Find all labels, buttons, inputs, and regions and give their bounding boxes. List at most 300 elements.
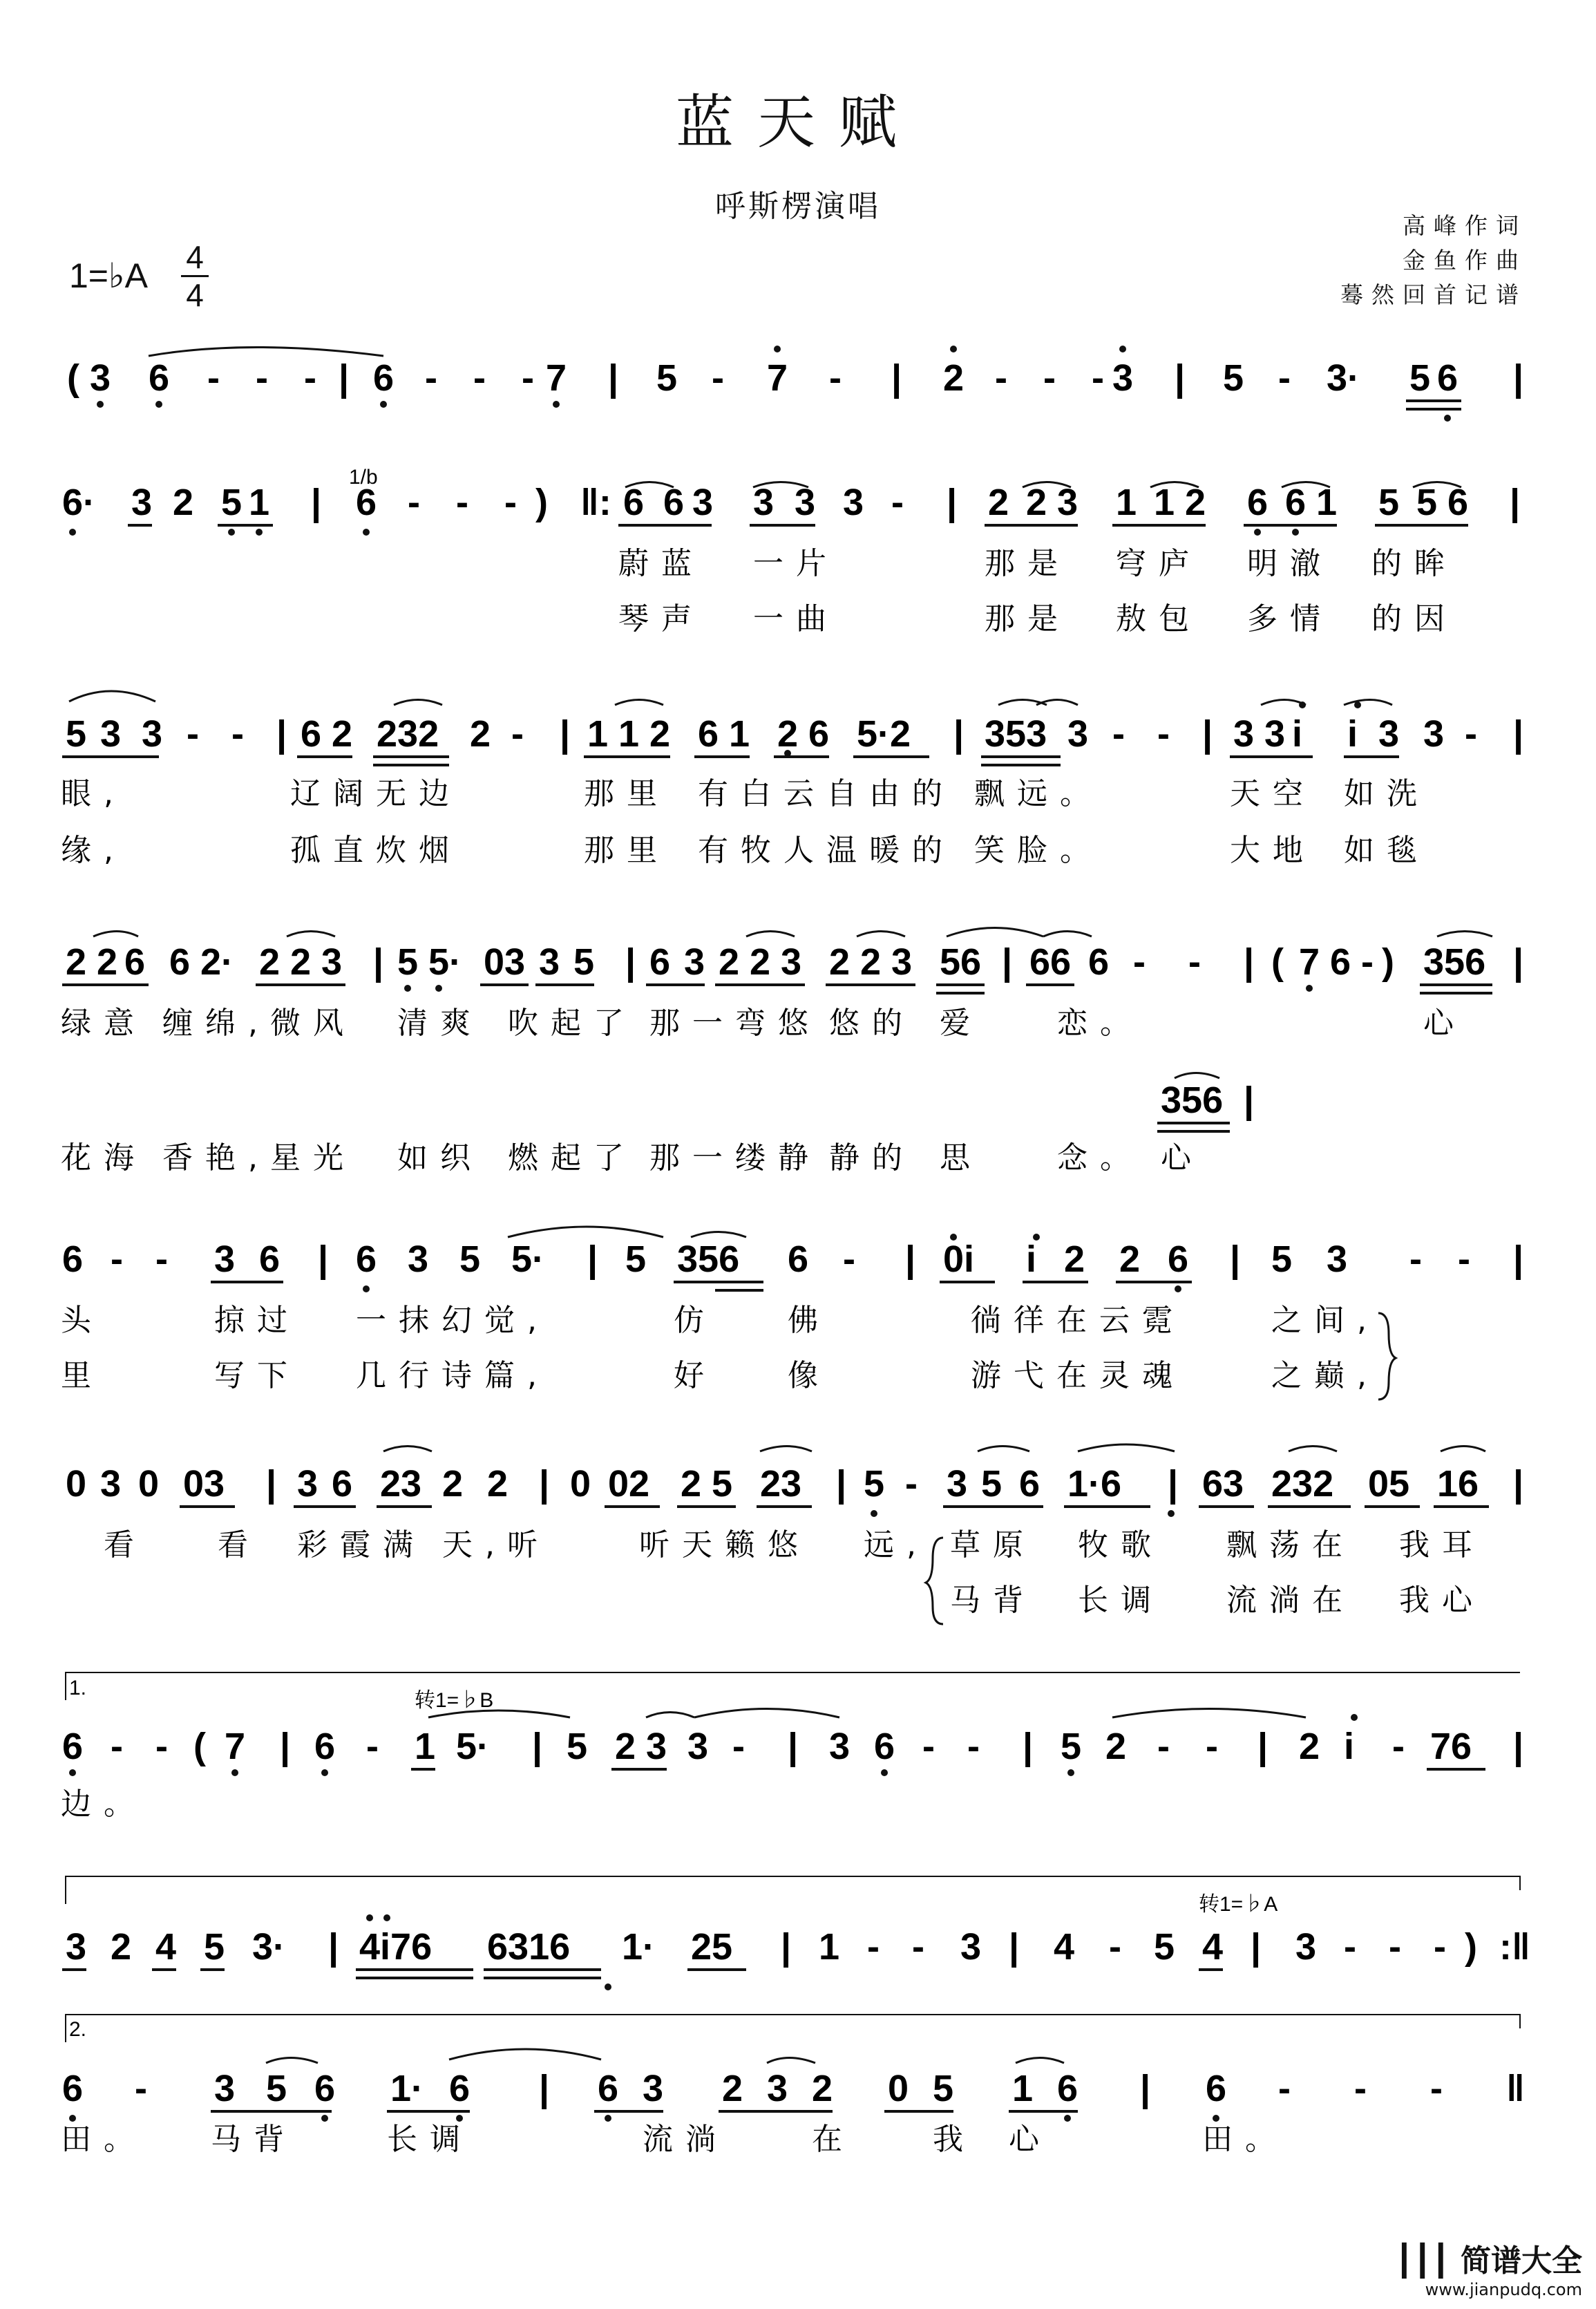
note: 05 <box>1368 1463 1410 1505</box>
note: 6 <box>62 2068 84 2109</box>
lyric-word: 爱 <box>940 1006 982 1041</box>
note: 5 <box>625 1238 647 1280</box>
note: 0 <box>66 1463 87 1505</box>
note: :‖ <box>1499 1926 1530 1968</box>
note: | <box>1244 1080 1255 1121</box>
song-title: 蓝天赋 <box>675 88 920 156</box>
note: - <box>1109 1926 1121 1968</box>
site-logo <box>1395 2236 1582 2299</box>
note: 0 <box>888 2068 909 2109</box>
note: - <box>1458 1238 1470 1280</box>
lyric-word: 穹庐 <box>1116 546 1201 581</box>
lyric-word: 田。 <box>1202 2122 1288 2157</box>
note: 6 <box>808 713 830 755</box>
note: - <box>995 357 1007 399</box>
note: - <box>425 357 437 399</box>
note: | <box>1009 1926 1020 1968</box>
note: 3 <box>1327 1238 1348 1280</box>
note: 2 <box>615 1726 636 1767</box>
lyric-word: 几行诗篇, <box>356 1358 549 1393</box>
note: 6 <box>356 482 377 523</box>
lyric-word: 远, <box>864 1527 929 1563</box>
lyric-word: 那是 <box>985 601 1070 637</box>
note: 1 <box>1154 482 1175 523</box>
note: | <box>318 1238 329 1280</box>
note: 5· <box>511 1238 545 1280</box>
lyric-word: 里 <box>61 1358 104 1393</box>
note: - <box>1188 941 1201 983</box>
note: 3 <box>687 1726 709 1767</box>
note: 3 <box>795 482 816 523</box>
note: - <box>408 482 420 523</box>
note: - <box>867 1926 880 1968</box>
score-mark: 2. <box>69 2018 87 2041</box>
note: 3 <box>643 2068 664 2109</box>
note: 2 <box>332 713 353 755</box>
lyric-word: 马背 <box>950 1583 1036 1618</box>
note: 2 <box>470 713 491 755</box>
lyric-word: 悠的 <box>829 1006 915 1041</box>
note: - <box>732 1726 745 1767</box>
lyric-word: 我耳 <box>1399 1527 1485 1563</box>
lyric-word: 心 <box>1161 1140 1204 1176</box>
note: 5 <box>1416 482 1438 523</box>
note: 3 <box>829 1726 851 1767</box>
note: | <box>1513 1238 1524 1280</box>
lyric-word: 之巅, <box>1271 1358 1379 1393</box>
note: 6 <box>169 941 191 983</box>
lyric-word: 长调 <box>1078 1583 1163 1618</box>
score-mark: 1/b <box>349 466 378 489</box>
note: 5 <box>1223 357 1244 399</box>
note: 4 <box>1202 1926 1224 1968</box>
note: 2 <box>649 713 671 755</box>
note: 1 <box>249 482 270 523</box>
note: 5 <box>864 1463 885 1505</box>
lyric-word: 飘荡在 <box>1226 1527 1355 1563</box>
note: | <box>1202 713 1213 755</box>
note: 5 <box>221 482 243 523</box>
note: 6 <box>332 1463 353 1505</box>
note: ( <box>193 1726 206 1767</box>
note: - <box>187 713 199 755</box>
note: 6 <box>1057 2068 1079 2109</box>
note: 3 <box>66 1926 87 1968</box>
note: 1 <box>618 713 640 755</box>
note: 6 <box>874 1726 895 1767</box>
note: 3 <box>297 1463 319 1505</box>
note: 02 <box>608 1463 650 1505</box>
note: 2 <box>829 941 851 983</box>
note: 6 <box>449 2068 471 2109</box>
note: 6 <box>1168 1238 1189 1280</box>
note: 5 <box>459 1238 481 1280</box>
note: i <box>1026 1238 1037 1280</box>
note: | <box>266 1463 277 1505</box>
lyric-word: 心 <box>1423 1006 1466 1041</box>
note: i <box>1344 1726 1355 1767</box>
logo-url: www.jianpudq.com <box>1425 2280 1582 2299</box>
note: 7 <box>767 357 788 399</box>
note: 6 <box>649 941 671 983</box>
note: 3 <box>131 482 153 523</box>
score-marks-layer <box>69 466 1277 2041</box>
time-signature-top: 4 <box>181 239 209 277</box>
note: - <box>111 1238 123 1280</box>
note: - <box>1157 713 1170 755</box>
lyric-word: 大地 <box>1230 833 1315 868</box>
lyric-word: 听天籁悠 <box>639 1527 810 1563</box>
note: 3 <box>1423 713 1445 755</box>
lyric-word: 流淌 <box>643 2122 728 2157</box>
note: 6 <box>301 713 322 755</box>
note: | <box>625 941 636 983</box>
note: 1 <box>1012 2068 1034 2109</box>
lyric-word: 一曲 <box>753 601 839 637</box>
note: 2 <box>1119 1238 1141 1280</box>
note: 3 <box>753 482 775 523</box>
note: | <box>587 1238 598 1280</box>
note: 1 <box>819 1926 840 1968</box>
note: ‖ <box>1506 2068 1525 2109</box>
note: | <box>788 1726 799 1767</box>
note: 6 <box>62 1726 84 1767</box>
lyric-word: 掠过 <box>214 1303 300 1338</box>
note: 5 <box>933 2068 954 2109</box>
note: 3 <box>539 941 560 983</box>
note: ‖: <box>580 482 611 523</box>
note: 5 <box>1378 482 1400 523</box>
note: 23 <box>760 1463 802 1505</box>
note: 6 <box>1447 482 1469 523</box>
note: - <box>1278 357 1291 399</box>
note: 6 <box>1019 1463 1041 1505</box>
note: 5· <box>428 941 462 983</box>
note: - <box>912 1926 924 1968</box>
note: - <box>155 1726 168 1767</box>
note: | <box>1002 941 1013 983</box>
note: | <box>1140 2068 1151 2109</box>
note: 0 <box>570 1463 591 1505</box>
lyric-word: 流淌在 <box>1226 1583 1355 1618</box>
note: | <box>1023 1726 1034 1767</box>
lyric-word: 静的 <box>829 1140 915 1176</box>
note: | <box>1513 1726 1524 1767</box>
note: 1· <box>622 1926 656 1968</box>
note: 4i76 <box>359 1926 433 1968</box>
lyric-word: 天空 <box>1230 776 1315 811</box>
note: - <box>504 482 517 523</box>
note: | <box>1513 357 1524 399</box>
lyric-word: 彩霞满 <box>297 1527 426 1563</box>
note: 6 <box>259 1238 281 1280</box>
note: 232 <box>377 713 439 755</box>
note: 2 <box>173 482 194 523</box>
lyric-word: 那一弯悠 <box>649 1006 821 1041</box>
lyric-word: 缠绵,微风 <box>162 1006 356 1041</box>
lyric-word: 孤直炊烟 <box>290 833 462 868</box>
note: - <box>473 357 486 399</box>
note: 2 <box>487 1463 509 1505</box>
note: | <box>276 713 287 755</box>
note: 2 <box>860 941 882 983</box>
lyric-word: 一抹幻觉, <box>356 1303 549 1338</box>
note: - <box>1361 941 1374 983</box>
note: 3 <box>1264 713 1286 755</box>
note: 6316 <box>487 1926 571 1968</box>
note: 23 <box>380 1463 422 1505</box>
note: 2 <box>1185 482 1206 523</box>
lyric-word: 一片 <box>753 546 839 581</box>
note: 3 <box>843 482 864 523</box>
note: 2 <box>943 357 965 399</box>
note: | <box>1230 1238 1241 1280</box>
note: ( <box>1271 941 1284 983</box>
lyric-word: 如洗 <box>1344 776 1429 811</box>
note: - <box>155 1238 168 1280</box>
lyric-word: 之间, <box>1271 1303 1379 1338</box>
note: 1 <box>587 713 609 755</box>
note: 356 <box>677 1238 740 1280</box>
note: 3 <box>767 2068 788 2109</box>
note: | <box>539 2068 550 2109</box>
note: 2 <box>66 941 87 983</box>
note: 6 <box>62 1238 84 1280</box>
lyric-word: 草原 <box>950 1527 1036 1563</box>
note: - <box>256 357 268 399</box>
note: - <box>967 1726 980 1767</box>
note: | <box>373 941 384 983</box>
note: - <box>1354 2068 1367 2109</box>
note: 6 <box>373 357 395 399</box>
note: | <box>532 1726 543 1767</box>
note: 1 <box>729 713 750 755</box>
note: - <box>456 482 468 523</box>
note: 7 <box>546 357 567 399</box>
note: 66 <box>1029 941 1072 983</box>
note: 3 <box>321 941 343 983</box>
note: 3 <box>1057 482 1079 523</box>
note: 5·2 <box>857 713 911 755</box>
note: 3 <box>100 1463 122 1505</box>
note: 3 <box>214 2068 236 2109</box>
note: ) <box>1382 941 1394 983</box>
note: 2 <box>97 941 118 983</box>
lyric-word: 游弋在灵魂 <box>971 1358 1185 1393</box>
note: 5 <box>66 713 87 755</box>
lyric-word: 恋。 <box>1057 1006 1143 1041</box>
lyric-word: 看 <box>104 1527 146 1563</box>
note: - <box>304 357 316 399</box>
note: - <box>1409 1238 1422 1280</box>
note: ( <box>67 357 79 399</box>
transcriber-credit: 蓦然回首记谱 <box>1340 281 1527 308</box>
note: - <box>1430 2068 1443 2109</box>
note: 2 <box>442 1463 464 1505</box>
note: | <box>1251 1926 1262 1968</box>
logo-name: 简谱大全 <box>1461 2243 1582 2279</box>
lyric-word: 香艳,星光 <box>162 1140 356 1176</box>
lyric-word: 天,听 <box>442 1527 550 1563</box>
lyric-word: 田。 <box>61 2122 146 2157</box>
note: 1 <box>415 1726 436 1767</box>
lyric-word: 多情 <box>1247 601 1333 637</box>
note: 6 <box>1088 941 1110 983</box>
lyric-word: 如毯 <box>1344 833 1429 868</box>
lyric-word: 有牧人温暖的 <box>698 833 955 868</box>
lyric-word: 如织 <box>397 1140 483 1176</box>
lyric-word: 辽阔无边 <box>290 776 462 811</box>
note: 5 <box>712 1463 733 1505</box>
note: - <box>1043 357 1056 399</box>
lyric-word: 那里 <box>584 833 669 868</box>
note: 3 <box>960 1926 982 1968</box>
note: - <box>511 713 524 755</box>
note: | <box>539 1463 550 1505</box>
note: - <box>1434 1926 1446 1968</box>
lyric-word: 琴声 <box>618 601 704 637</box>
note: 232 <box>1271 1463 1334 1505</box>
note: 6 <box>788 1238 809 1280</box>
note: 3 <box>90 357 111 399</box>
note: - <box>366 1726 379 1767</box>
note: 0 <box>138 1463 160 1505</box>
note: 356 <box>1423 941 1486 983</box>
lyric-word: 马背 <box>211 2122 296 2157</box>
lyricist-credit: 高峰作词 <box>1403 212 1527 239</box>
lyric-word: 徜徉在云霓 <box>971 1303 1185 1338</box>
note: 2 <box>259 941 281 983</box>
lyric-word: 思 <box>940 1140 982 1176</box>
note: 6 <box>698 713 719 755</box>
note: | <box>947 482 958 523</box>
note: 3 <box>781 941 802 983</box>
lyric-word: 我心 <box>1399 1583 1485 1618</box>
note: 7 <box>225 1726 246 1767</box>
lyric-word: 长调 <box>387 2122 473 2157</box>
note: 5 <box>1409 357 1431 399</box>
note: 3 <box>214 1238 236 1280</box>
lyric-word: 有白云自由的 <box>698 776 955 811</box>
note: - <box>135 2068 147 2109</box>
note: - <box>712 357 724 399</box>
note: - <box>1392 1726 1405 1767</box>
key-signature: 1=♭A <box>69 256 148 295</box>
note: 6· <box>62 482 96 523</box>
note: | <box>1510 482 1521 523</box>
note: 3 <box>684 941 705 983</box>
note: 03 <box>484 941 526 983</box>
note: 2 <box>1299 1726 1320 1767</box>
lyric-word: 清爽 <box>397 1006 483 1041</box>
note: | <box>1513 1463 1524 1505</box>
note: 3 <box>646 1726 667 1767</box>
lyric-word: 蔚蓝 <box>618 546 704 581</box>
lyric-word: 仿 <box>674 1303 716 1338</box>
note: 5 <box>656 357 678 399</box>
note: | <box>1244 941 1255 983</box>
note: 6 <box>1330 941 1351 983</box>
note: 6 <box>663 482 685 523</box>
note: - <box>207 357 220 399</box>
note: i <box>1292 713 1303 755</box>
note: 6 <box>1247 482 1269 523</box>
note: 2 <box>722 2068 743 2109</box>
note: - <box>111 1726 123 1767</box>
lyric-word: 缘, <box>61 833 126 868</box>
note: 1· <box>390 2068 424 2109</box>
lyric-word: 牧歌 <box>1078 1527 1163 1563</box>
note: 3 <box>1233 713 1255 755</box>
lyric-word: 敖包 <box>1116 601 1201 637</box>
note: 356 <box>1161 1080 1224 1121</box>
note: 6 <box>598 2068 619 2109</box>
note: 6 <box>314 1726 336 1767</box>
note: - <box>1278 2068 1291 2109</box>
lyric-word: 心 <box>1009 2122 1052 2157</box>
note: 2 <box>1026 482 1047 523</box>
note: 7 <box>1299 941 1320 983</box>
note: 6 <box>356 1238 377 1280</box>
lyric-word: 花海 <box>61 1140 146 1176</box>
note: | <box>1513 713 1524 755</box>
lyric-word: 明澈 <box>1247 546 1333 581</box>
note: 2 <box>988 482 1009 523</box>
lyric-word: 头 <box>61 1303 104 1338</box>
lyric-word: 像 <box>788 1358 830 1393</box>
note: - <box>1465 713 1477 755</box>
note: 5 <box>397 941 419 983</box>
note: 5 <box>1061 1726 1082 1767</box>
note: | <box>339 357 350 399</box>
note: 5 <box>573 941 595 983</box>
lyric-word: 念。 <box>1057 1140 1143 1176</box>
note: 6 <box>314 2068 336 2109</box>
lyric-word: 佛 <box>788 1303 830 1338</box>
note: 2 <box>111 1926 132 1968</box>
score-mark: 转1=♭B <box>415 1689 494 1712</box>
note: 1 <box>1316 482 1338 523</box>
note: 3· <box>1327 357 1360 399</box>
note: 25 <box>691 1926 733 1968</box>
lyric-word: 飘远。 <box>974 776 1103 811</box>
note: 5 <box>266 2068 287 2109</box>
lyric-word: 那里 <box>584 776 669 811</box>
note: 6 <box>149 357 170 399</box>
note: - <box>829 357 842 399</box>
score-mark: 1. <box>69 1677 87 1699</box>
lyric-word: 的因 <box>1371 601 1457 637</box>
singer-credit: 呼斯楞演唱 <box>715 189 881 224</box>
note: 353 <box>985 713 1047 755</box>
note: 1 <box>1116 482 1137 523</box>
note: - <box>1157 1726 1170 1767</box>
lyric-word: 我 <box>933 2122 976 2157</box>
note: 3 <box>1067 713 1089 755</box>
note: 2 <box>1105 1726 1127 1767</box>
note: - <box>1092 357 1104 399</box>
note: ) <box>1465 1926 1477 1968</box>
note: 3 <box>408 1238 429 1280</box>
note: | <box>280 1726 291 1767</box>
note: 5 <box>567 1726 588 1767</box>
note: 2 <box>777 713 799 755</box>
note: - <box>905 1463 918 1505</box>
note: 4 <box>1054 1926 1075 1968</box>
lyric-word: 吹起了 <box>508 1006 636 1041</box>
note: 5 <box>204 1926 225 1968</box>
note: | <box>1168 1463 1179 1505</box>
